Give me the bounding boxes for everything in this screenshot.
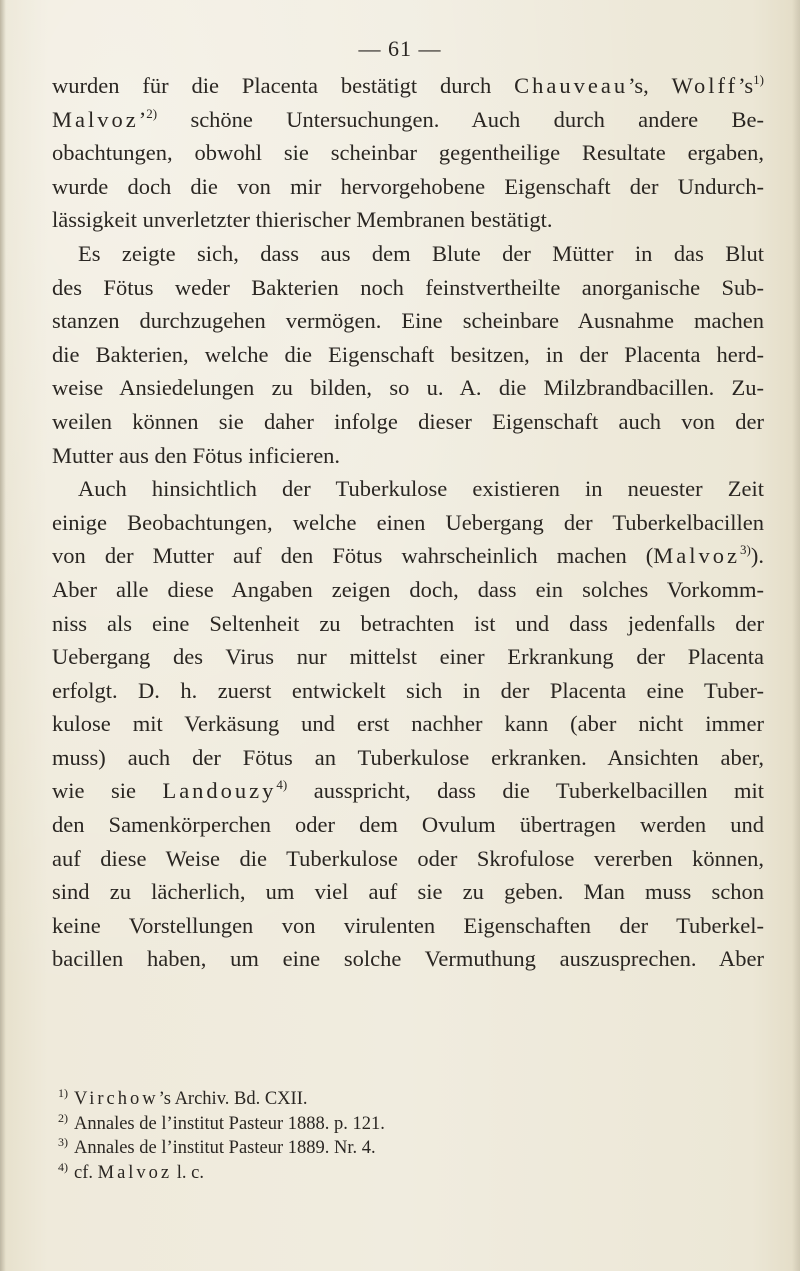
footnote-ref: 2) <box>146 105 158 121</box>
text-line: wie sie Landouzy$^{4)}$ ausspricht, dass die Tuberkelbacillen mit <box>52 777 764 804</box>
text-line: weilen können sie daher infolge dieser Eigenschaft auch von der <box>52 408 764 434</box>
footnote: $^{2)}$ Annales de l’institut Pasteur 1888. p. 121. <box>58 1110 385 1134</box>
footnotes <box>52 1087 652 1185</box>
text-line: weise Ansiedelungen zu bilden, so u. A. die Milzbrandbacillen. Zu- <box>52 375 764 401</box>
text-line: stanzen durchzugehen vermögen. Eine scheinbare Ausnahme machen <box>52 308 764 334</box>
author-name: Chauveau <box>514 73 629 98</box>
text-line: Aber alle diese Angaben zeigen doch, dass ein solches Vorkomm- <box>52 576 764 602</box>
footnote: $^{3)}$ Annales de l’institut Pasteur 1889. Nr. 4. <box>58 1135 376 1158</box>
text-line: sind zu lächerlich, um viel auf sie zu geben. Man muss schon <box>52 879 764 905</box>
text-line: die Bakterien, welche die Eigenschaft besitzen, in der Placenta herd- <box>52 341 764 367</box>
author-name: Malvoz <box>97 1162 173 1183</box>
text-line: muss) auch der Fötus an Tuberkulose erkranken. Ansichten aber, <box>52 744 764 770</box>
footnote-ref: 3) <box>740 542 751 558</box>
author-name: Malvoz <box>653 543 741 569</box>
footnote-ref: 1) <box>753 72 764 87</box>
text-line: erfolgt. D. h. zuerst entwickelt sich in der Placenta eine Tuber- <box>52 677 764 703</box>
footnote: $^{1)}$ Virchow’s Archiv. Bd. CXII. <box>58 1086 308 1109</box>
author-name: Wolff <box>671 73 739 98</box>
footnote: $^{4)}$ cf. Malvoz l. c. <box>58 1159 204 1183</box>
author-name: Landouzy <box>162 778 277 804</box>
author-name: Virchow <box>74 1089 159 1109</box>
text-line: auf diese Weise die Tuberkulose oder Skrofulose vererben können, <box>52 845 764 871</box>
text-line: Es zeigte sich, dass aus dem Blute der Mütter in das Blut <box>78 240 764 266</box>
text-line: Uebergang des Virus nur mittelst einer Erkrankung der Placenta <box>52 644 764 670</box>
page-right-shadow <box>792 0 800 1271</box>
text-line: bacillen haben, um eine solche Vermuthung auszusprechen. Aber <box>52 946 764 972</box>
text-line: wurde doch die von mir hervorgehobene Eigenschaft der Undurch- <box>52 173 764 199</box>
body-text <box>52 69 764 976</box>
text-line: Mutter aus den Fötus inficieren. <box>52 442 341 468</box>
text-line: Auch hinsichtlich der Tuberkulose existieren in neuester Zeit <box>78 476 764 502</box>
footnote-mark: 1) <box>58 1086 68 1100</box>
text-line: des Fötus weder Bakterien noch feinstvertheilte anorganische Sub- <box>52 274 764 300</box>
page-number: — 61 — <box>358 36 442 61</box>
text-line: lässigkeit unverletzter thierischer Membranen bestätigt. <box>52 207 553 233</box>
text-line: kulose mit Verkäsung und erst nachher kann (aber nicht immer <box>52 711 764 737</box>
text-line: einige Beobachtungen, welche einen Uebergang der Tuberkelbacillen <box>52 509 764 535</box>
text-line: keine Vorstellungen von virulenten Eigenschaften der Tuberkel- <box>52 912 764 938</box>
text-line: Malvoz’$^{2)}$ schöne Untersuchungen. Auch durch andere Be- <box>52 105 764 132</box>
text-line: von der Mutter auf den Fötus wahrscheinlich machen (Malvoz$^{3)}$). <box>52 542 764 569</box>
text-line: obachtungen, obwohl sie scheinbar gegentheilige Resultate ergaben, <box>52 140 764 166</box>
author-name: Malvoz <box>52 106 139 132</box>
footnote-ref: 4) <box>276 777 288 793</box>
text-line: niss als eine Seltenheit zu betrachten ist und dass jedenfalls der <box>52 610 764 636</box>
page-left-shadow <box>0 0 6 1271</box>
footnote-mark: 4) <box>58 1159 68 1174</box>
footnote-mark: 2) <box>58 1110 68 1125</box>
text-line: wurden für die Placenta bestätigt durch Chauveau’s, $Wolff’s^{1)}$ <box>52 72 764 98</box>
footnote-mark: 3) <box>58 1135 68 1149</box>
text-line: den Samenkörperchen oder dem Ovulum übertragen werden und <box>52 812 764 838</box>
